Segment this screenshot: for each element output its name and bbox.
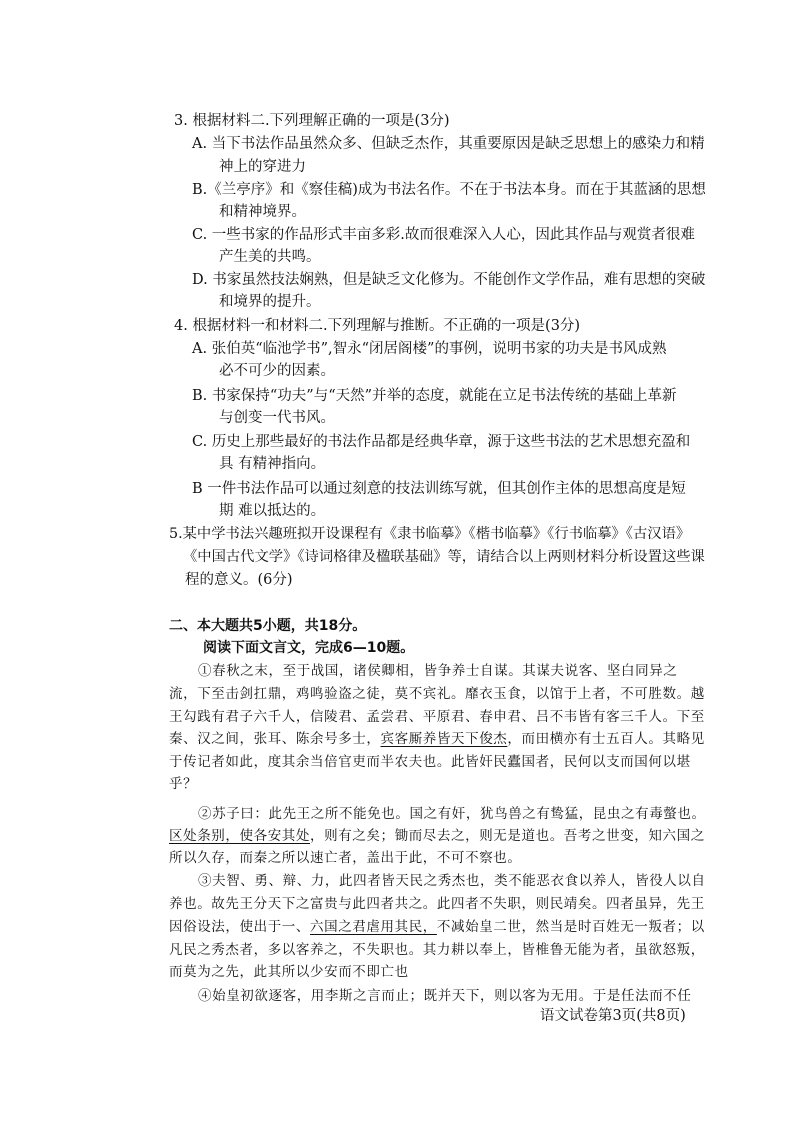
passage-p2-line-3: 所以久存，而秦之所以速亡者，盖出于此，不可不察也。 — [169, 850, 522, 866]
passage-p3-line-4: 凡民之秀杰者，多以客养之，不失职也。其力耕以奉上，皆椎鲁无能为者，虽欲怒叛， — [169, 942, 705, 958]
q4-option-a: A. 张伯英“临池学书”,智永“闭居阁楼”的事例，说明书家的功夫是书风成熟 — [192, 341, 667, 357]
q3-option-d-cont: 和境界的提升。 — [219, 294, 321, 310]
q4-stem: 4. 根据材料一和材料二.下列理解与推断。不正确的一项是(3分) — [174, 318, 581, 334]
passage-p3-line-3 — [169, 917, 705, 937]
passage-p1-line-6: 乎？ — [169, 776, 198, 792]
q3-option-c-cont: 产生美的共鸣。 — [219, 249, 321, 265]
passage-p1-line-4 — [169, 729, 705, 749]
passage-p3-line-5: 而莫为之先，此其所以少安而不即亡也 — [169, 964, 409, 980]
section-instruction: 阅读下面文言文，完成6—10题。 — [203, 640, 415, 656]
q3-option-b-cont: 和精神境界。 — [219, 204, 306, 220]
section-title: 二、本大题共5小题，共18分。 — [169, 618, 367, 634]
passage-text: ，而田横亦有士五百人。其略见 — [507, 731, 705, 747]
q3-stem: 3. 根据材料二.下列理解正确的一项是(3分) — [174, 113, 450, 129]
q5-stem-cont-2: 程的意义。(6分) — [185, 572, 293, 588]
page-footer: 语文试卷第3页(共8页) — [540, 1008, 686, 1024]
q4-option-d-cont: 期 难以抵达的。 — [219, 503, 326, 519]
q4-option-b-cont: 与创变一代书风。 — [219, 410, 335, 426]
passage-p3-line-2: 养也。故先王分天下之富贵与此四者共之。此四者不失职，则民靖矣。四者虽异，先王 — [169, 896, 705, 912]
passage-p4-line-1: ④始皇初欲逐客，用李斯之言而止；既并天下，则以客为无用。于是任法而不任 — [198, 988, 692, 1004]
q5-stem: 5.某中学书法兴趣班拟开设课程有《隶书临摹》《楷书临摹》《行书临摹》《古汉语》 — [169, 526, 691, 542]
passage-text: 不减始皇二世，然当是时百姓无一叛者；以 — [436, 919, 705, 935]
passage-p1-line-1: ①春秋之末，至于战国，诸侯卿相，皆争养士自谋。其谋夫说客、坚白同异之 — [198, 663, 678, 679]
passage-text: 因俗设法，使出于一、 — [169, 919, 310, 935]
q4-option-b: B. 书家保持“功夫”与“天然”并举的态度，就能在立足书法传统的基础上革新 — [192, 388, 677, 404]
q4-option-c: C. 历史上那些最好的书法作品都是经典华章，源于这些书法的艺术思想充盈和 — [192, 434, 691, 450]
passage-p3-line-1: ③夫智、勇、辩、力，此四者皆天民之秀杰也，类不能恶衣食以养人，皆役人以自 — [198, 873, 706, 889]
underlined-sentence-2: 区处条别，使各安其处 — [169, 828, 310, 844]
passage-p1-line-5: 于传记者如此，度其余当倍官吏而半农夫也。此皆奸民蠹国者，民何以支而国何以堪 — [169, 754, 691, 770]
passage-p2-line-1: ②苏子曰：此先王之所不能免也。国之有奸，犹鸟兽之有鸷猛，昆虫之有毒螫也。 — [198, 806, 706, 822]
passage-text: 秦、汉之间，张耳、陈余号多士， — [169, 731, 381, 747]
passage-text: ，则有之矣；锄而尽去之，则无是道也。吾考之世变，知六国之 — [310, 828, 705, 844]
q4-option-a-cont: 必不可少的因素。 — [219, 363, 335, 379]
q4-option-d: B 一件书法作品可以通过刻意的技法训练写就，但其创作主体的思想高度是短 — [192, 481, 686, 497]
q3-option-a-cont: 神上的穿进力 — [219, 159, 306, 175]
q3-option-d: D. 书家虽然技法娴熟，但是缺乏文化修为。不能创作文学作品，难有思想的突破 — [192, 272, 706, 288]
q3-option-c: C. 一些书家的作品形式丰亩多彩.故而很难深入人心，因此其作品与观赏者很难 — [192, 227, 695, 243]
q3-option-b: B.《兰亭序》和《察佳稿)成为书法名作。不在于书法本身。而在于其蓝涵的思想 — [192, 182, 706, 198]
q4-option-c-cont: 具 有精神指向。 — [219, 456, 326, 472]
underlined-sentence-1: 宾客厮养皆天下俊杰 — [380, 731, 508, 747]
underlined-sentence-3: 六国之君虐用其民， — [310, 919, 437, 935]
passage-p2-line-2 — [169, 826, 705, 846]
q5-stem-cont-1: 《中国古代文学》《诗词格律及楹联基础》等，请结合以上两则材料分析设置这些课 — [183, 549, 705, 565]
passage-p1-line-3: 王勾践有君子六千人，信陵君、孟尝君、平原君、春申君、吕不韦皆有客三千人。下至 — [169, 709, 705, 725]
passage-p1-line-2: 流，下至击剑扛鼎，鸡鸣验盗之徒，莫不宾礼。靡衣玉食，以馆于上者，不可胜数。越 — [169, 686, 705, 702]
q3-option-a: A. 当下书法作品虽然众多、但缺乏杰作，其重要原因是缺乏思想上的感染力和精 — [192, 136, 705, 152]
